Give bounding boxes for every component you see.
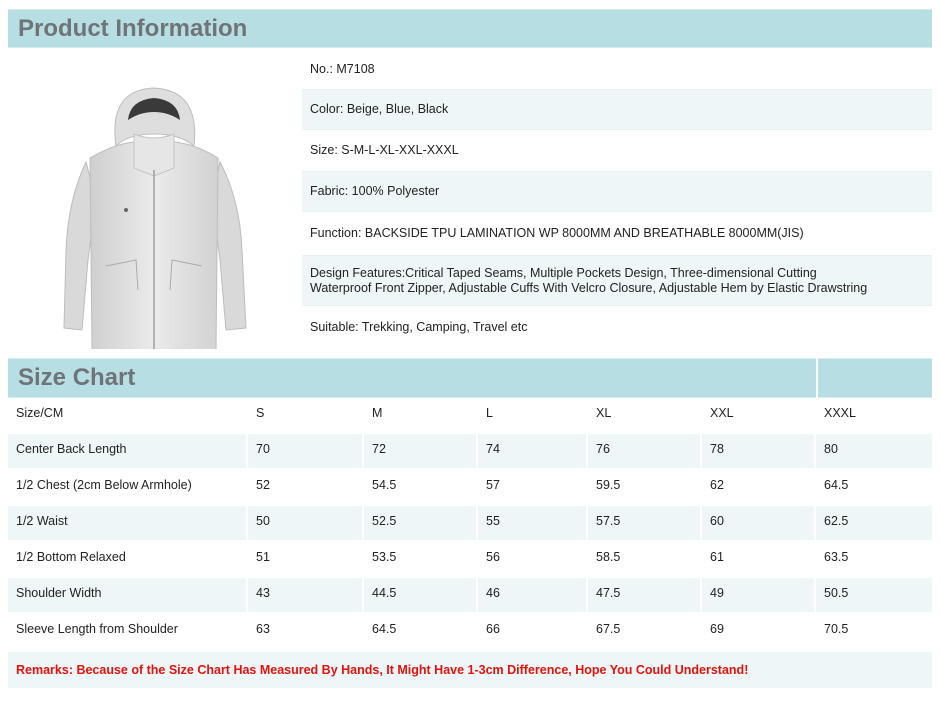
table-cell: 64.5	[364, 614, 476, 650]
table-cell: 52.5	[364, 506, 476, 542]
size-chart-remarks: Remarks: Because of the Size Chart Has Measured By Hands, It Might Have 1-3cm Difference, Hope You Could Understand!	[8, 652, 932, 688]
product-fields	[302, 50, 932, 349]
table-cell: 53.5	[364, 542, 476, 578]
table-cell: 46	[478, 578, 586, 614]
table-cell: 62	[702, 470, 814, 506]
size-table-header-cell: XXXL	[816, 398, 932, 434]
size-table-header-cell: S	[248, 398, 362, 434]
table-row	[8, 614, 932, 650]
size-table-header-cell: XL	[588, 398, 700, 434]
table-cell: 52	[248, 470, 362, 506]
table-cell: 67.5	[588, 614, 700, 650]
table-cell: 57	[478, 470, 586, 506]
product-info-header	[8, 9, 932, 48]
table-cell: Center Back Length	[8, 434, 246, 470]
table-cell: 69	[702, 614, 814, 650]
table-cell: 55	[478, 506, 586, 542]
design-features-line-2: Waterproof Front Zipper, Adjustable Cuffs With Velcro Closure, Adjustable Hem by Elastic Drawstring	[310, 280, 868, 295]
table-cell: 57.5	[588, 506, 700, 542]
size-chart-header	[8, 358, 932, 398]
table-cell: 66	[478, 614, 586, 650]
table-cell: 1/2 Chest (2cm Below Armhole)	[8, 470, 246, 506]
table-cell: 1/2 Waist	[8, 506, 246, 542]
table-cell: 78	[702, 434, 814, 470]
table-cell: 70	[248, 434, 362, 470]
product-sheet	[8, 9, 932, 688]
table-row	[8, 542, 932, 578]
table-cell: 51	[248, 542, 362, 578]
jacket-illustration	[8, 50, 298, 349]
size-table-header-cell: L	[478, 398, 586, 434]
table-cell: 63	[248, 614, 362, 650]
size-table	[6, 398, 934, 650]
table-row	[8, 434, 932, 470]
product-info-body	[8, 50, 932, 349]
table-cell: 50.5	[816, 578, 932, 614]
table-cell: 64.5	[816, 470, 932, 506]
table-cell: Shoulder Width	[8, 578, 246, 614]
field-suitable: Suitable: Trekking, Camping, Travel etc	[302, 306, 932, 349]
table-cell: 54.5	[364, 470, 476, 506]
size-table-header-row	[8, 398, 932, 434]
table-cell: 74	[478, 434, 586, 470]
table-cell: 60	[702, 506, 814, 542]
size-table-header-cell: M	[364, 398, 476, 434]
size-table-header-cell: Size/CM	[8, 398, 246, 434]
table-cell: 70.5	[816, 614, 932, 650]
jacket-image	[8, 50, 298, 349]
table-cell: 58.5	[588, 542, 700, 578]
table-cell: 63.5	[816, 542, 932, 578]
table-cell: Sleeve Length from Shoulder	[8, 614, 246, 650]
table-cell: 44.5	[364, 578, 476, 614]
table-cell: 80	[816, 434, 932, 470]
product-info-title: Product Information	[18, 14, 248, 42]
field-size: Size: S-M-L-XL-XXL-XXXL	[302, 130, 932, 172]
table-cell: 50	[248, 506, 362, 542]
table-cell: 76	[588, 434, 700, 470]
table-cell: 43	[248, 578, 362, 614]
table-cell: 1/2 Bottom Relaxed	[8, 542, 246, 578]
size-chart-title-cell	[8, 358, 816, 398]
size-table-header-cell: XXL	[702, 398, 814, 434]
table-cell: 62.5	[816, 506, 932, 542]
table-cell: 59.5	[588, 470, 700, 506]
table-cell: 72	[364, 434, 476, 470]
design-features-line-1: Design Features:Critical Taped Seams, Multiple Pockets Design, Three-dimensional Cutting	[310, 265, 817, 280]
table-cell: 56	[478, 542, 586, 578]
table-row	[8, 506, 932, 542]
field-fabric: Fabric: 100% Polyester	[302, 172, 932, 212]
field-function: Function: BACKSIDE TPU LAMINATION WP 8000MM AND BREATHABLE 8000MM(JIS)	[302, 212, 932, 256]
table-row	[8, 578, 932, 614]
table-cell: 61	[702, 542, 814, 578]
table-cell: 49	[702, 578, 814, 614]
field-design-features	[302, 256, 932, 306]
table-cell: 47.5	[588, 578, 700, 614]
field-color: Color: Beige, Blue, Black	[302, 90, 932, 130]
field-number: No.: M7108	[302, 50, 932, 90]
table-row	[8, 470, 932, 506]
size-chart-header-side	[818, 358, 932, 398]
size-chart-title: Size Chart	[18, 364, 136, 391]
